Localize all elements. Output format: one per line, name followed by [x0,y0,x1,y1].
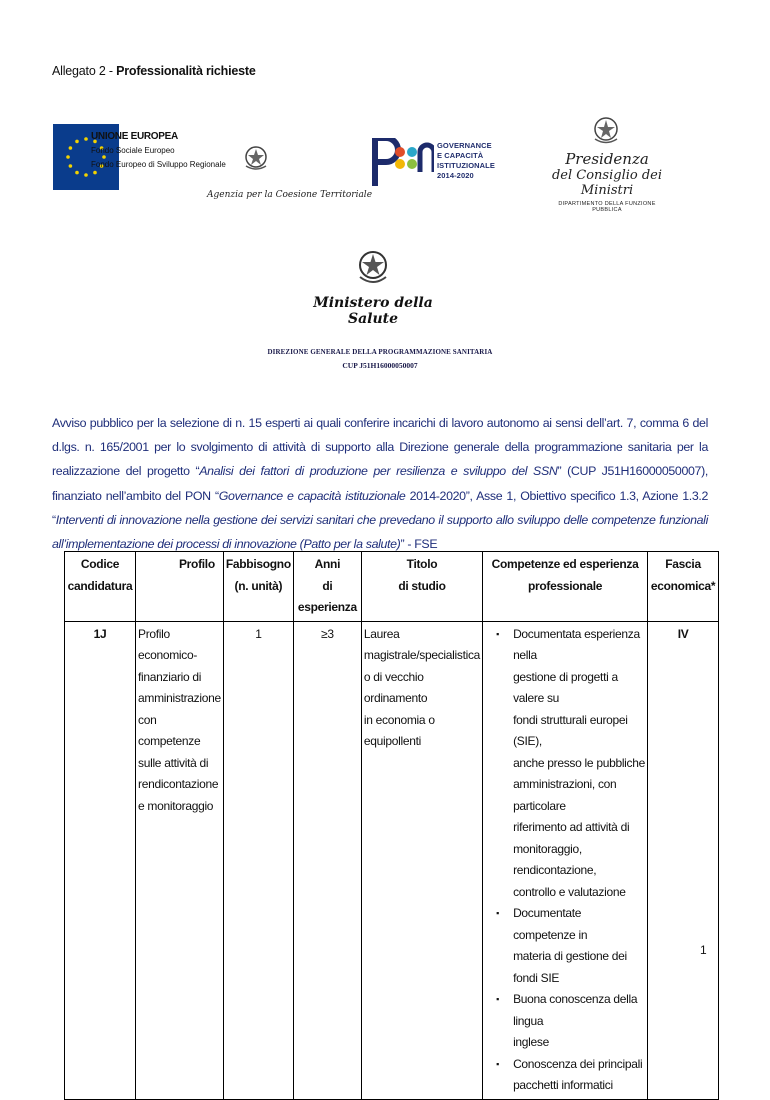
profiles-table [64,551,719,1100]
header-fascia [648,552,719,622]
pon-logo [372,138,434,186]
header-codice [65,552,136,622]
competenza-line: fondi strutturali europei (SIE), [513,712,628,748]
presidenza-logo [548,150,666,213]
titolo-line: ordinamento [363,691,428,705]
avviso-text-2: ” (CUP J51H16000050007), finanziato nell’ambito del PON “ [52,464,708,503]
titolo-line: equipollenti [363,734,421,748]
profilo-line: Profilo [138,626,170,641]
presidenza-line3: DIPARTIMENTO DELLA FUNZIONE PUBBLICA [558,201,656,213]
competenza-line: anche presso le pubbliche [513,755,645,770]
pon-line4: 2014-2020 [437,171,474,180]
header-anni-2: di esperienza [297,578,357,614]
competenza-line: materia di gestione dei fondi SIE [513,949,627,985]
header-competenze [483,552,648,622]
header-fascia-1: Fascia [665,557,701,571]
header-titolo [361,552,482,622]
list-item [513,624,645,904]
table-header-row [65,552,719,622]
cell-titolo [361,621,482,1099]
competenza-line: monitoraggio, rendicontazione, [513,841,597,877]
direzione-label: DIREZIONE GENERALE DELLA PROGRAMMAZIONE SANITARIA [267,348,493,356]
header-codice-1: Codice [80,557,120,571]
header-profilo: Profilo [136,552,224,622]
ministero-emblem-icon [356,245,390,287]
header-anni-1: Anni [314,557,341,571]
presidenza-emblem-icon [592,112,620,146]
competenza-line: inglese [513,1035,549,1049]
header-codice-2: candidatura [67,578,133,593]
allegato-prefix: Allegato 2 - [52,64,117,78]
competenza-line: controllo e valutazione [513,884,626,899]
titolo-line: in economia o [363,712,435,727]
eu-fse: Fondo Sociale Europeo [91,146,175,155]
agenzia-label: Agenzia per la Coesione Territoriale [207,190,373,200]
pon-line2: E CAPACITÀ [437,151,484,160]
avviso-paragraph [52,411,708,556]
allegato-heading [52,64,256,78]
competenza-line: ▪ Documentate competenze in [513,906,588,942]
header-fabbisogno [223,552,293,622]
list-item [513,903,645,989]
header-competenze-2: professionale [528,578,603,593]
avviso-text-4: ” - FSE [400,537,438,552]
profilo-line: amministrazione [138,691,221,705]
titolo-line: magistrale/specialistica [363,648,481,662]
cell-competenze [483,621,648,1099]
competenza-line: gestione di progetti a valere su [513,669,618,705]
pon-line3: ISTITUZIONALE [437,161,495,170]
header-titolo-1: Titolo [406,557,438,571]
competenza-line: ▪ Buona conoscenza della lingua [513,992,638,1028]
profilo-line: con competenze [138,712,201,748]
cell-codice: 1J [65,621,136,1099]
list-item [513,989,645,1054]
header-titolo-2: di studio [398,578,446,593]
competenza-line: amministrazioni, con particolare [513,777,617,813]
titolo-line: Laurea [363,626,400,641]
list-item [513,1054,645,1097]
header-competenze-1: Competenze ed esperienza [491,557,639,571]
allegato-title: Professionalità richieste [116,64,256,78]
avviso-text-3: 2014-2020”, Asse 1, Obiettivo specifico 1.3, Azione 1.3.2 “ [52,488,708,527]
header-fabbisogno-2: (n. unità) [234,578,283,593]
competenze-list [485,624,645,1097]
pon-line1: GOVERNANCE [437,141,492,150]
profilo-line: finanziario di [138,669,202,684]
presidenza-line2: del Consiglio dei Ministri [551,168,663,198]
profilo-line: economico- [138,648,198,662]
header-fascia-2: economica* [650,578,716,593]
header-fabbisogno-1: Fabbisogno [225,557,291,571]
profilo-line: sulle attività di [138,755,209,770]
cell-anni: ≥3 [293,621,361,1099]
cell-fascia: IV [648,621,719,1099]
ministero-title: Ministero della Salute [313,295,433,327]
competenza-line: ▪ Documentata esperienza nella [513,626,640,662]
competenza-line: ▪ Conoscenza dei principali [513,1056,643,1071]
avviso-pon-name: Governance e capacità istituzionale [218,488,406,503]
eu-fesr: Fondo Europeo di Sviluppo Regionale [91,160,226,169]
titolo-line: o di vecchio [363,669,424,684]
presidenza-line1: Presidenza [565,150,649,168]
cell-profilo [136,621,224,1099]
eu-title: UNIONE EUROPEA [91,131,178,142]
competenza-line: pacchetti informatici [513,1078,613,1092]
profilo-line: rendicontazione [138,777,219,791]
page-number: 1 [700,943,707,957]
table-row [65,621,719,1099]
avviso-text-1: Avviso pubblico per la selezione di n. 15 esperti ai quali conferire incarichi di lavoro autonomo ai sensi dell’art. 7, comma 6 del d.lgs. n. 165/2001 per lo svolgimento di attività di supporto alla Direzione generale della programmazione sanitaria per la realizzazione del progetto “ [52,416,708,479]
profilo-line: e monitoraggio [138,798,214,813]
avviso-azione-title: Interventi di innovazione nella gestione dei servizi sanitari che prevedano il supporto allo sviluppo delle competenze funzionali all’implementazione dei processi di innovazione (Patto per la salute) [52,512,708,552]
pon-text [437,141,495,181]
eu-text [91,130,226,172]
competenza-line: riferimento ad attività di [513,820,630,834]
italian-emblem-icon [244,142,268,172]
header-anni [293,552,361,622]
cell-fabbisogno: 1 [223,621,293,1099]
cup-label: CUP J51H16000050007 [342,361,418,370]
avviso-project-title: Analisi dei fattori di produzione per resilienza e sviluppo del SSN [199,464,558,479]
